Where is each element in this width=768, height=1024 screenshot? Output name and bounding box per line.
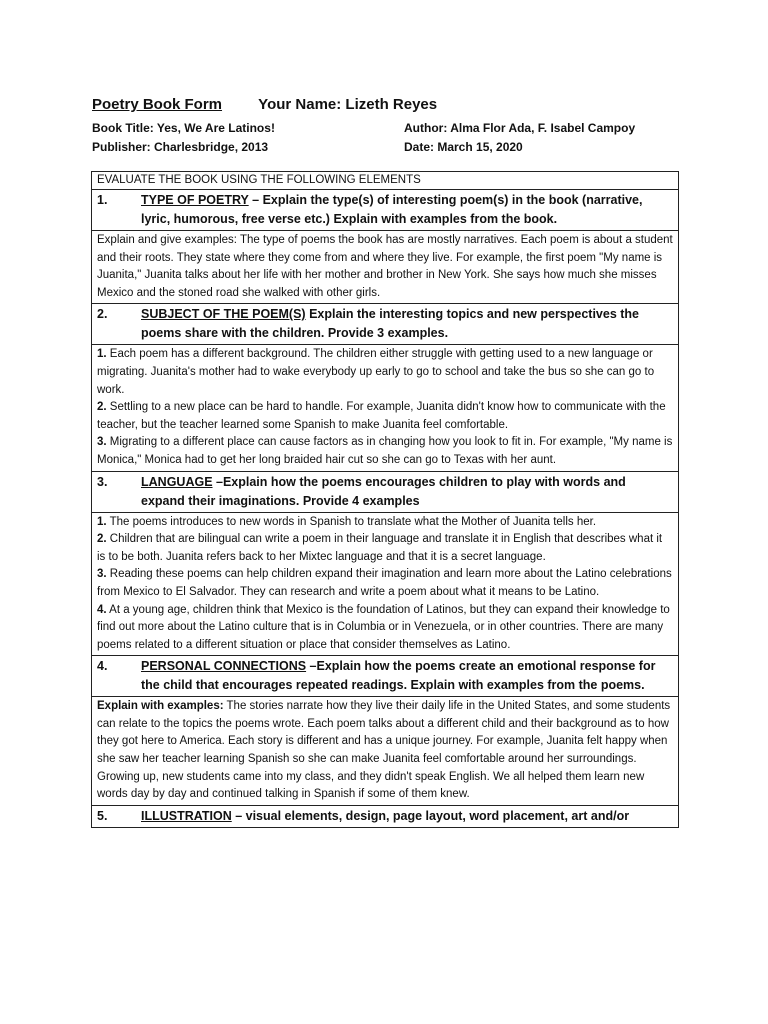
answer-text: Migrating to a different place can cause factors as in changing how you look to fit in. For example, "My name is Monica," Monica had to get her long braided hair cut so she can go to Texas with her aunt. [97, 436, 673, 466]
question-number: 3. [97, 474, 108, 489]
question-number: 1. [97, 193, 108, 207]
answer-text: The poems introduces to new words in Spanish to translate what the Mother of Juanita tells her. [106, 515, 597, 528]
form-title: Poetry Book Form [92, 96, 223, 113]
question-number: 2. [97, 307, 108, 322]
answer-row [92, 231, 679, 304]
question-row [92, 304, 679, 345]
question-text [97, 473, 673, 511]
question-prompt: Explain the interesting topics and new perspectives the poems share with the children. Provide 3 examples. [141, 307, 640, 341]
answer-lead: 1. [97, 515, 107, 528]
answer-paragraph [97, 399, 673, 434]
question-number: 4. [97, 659, 108, 674]
answer-cell [92, 345, 679, 471]
question-prompt: –Explain how the poems create an emotional response for the child that encourages repeated readings. Explain with examples from the poems. [141, 659, 656, 693]
question-cell [92, 190, 679, 231]
question-text [97, 657, 673, 695]
book-publisher: Publisher: Charlesbridge, 2013 [92, 140, 269, 154]
answer-text: Explain and give examples: The type of poems the book has are mostly narratives. Each poem is about a student and their roots. They state where they come from and where they live. For example, the first poem "My name is Juanita," Juanita talks about her life with her mother and brother in New York. She says how much she misses Mexico and the stoned road she walked with other girls. [97, 234, 673, 299]
student-name: Your Name: Lizeth Reyes [258, 96, 438, 113]
question-prompt: – visual elements, design, page layout, word placement, art and/or [231, 808, 630, 823]
question-text [97, 191, 673, 229]
evaluation-table [91, 171, 679, 828]
answer-text: Children that are bilingual can write a poem in their language and translate it in English that describes what it is to be both. Juanita refers back to her Mixtec language and that it is a secret language. [97, 533, 663, 563]
answer-lead: 1. [97, 348, 107, 361]
answer-row [92, 697, 679, 806]
answer-paragraph [97, 346, 673, 399]
question-row [92, 471, 679, 512]
answer-lead: 3. [97, 436, 107, 449]
question-number: 5. [97, 808, 108, 823]
book-title: Book Title: Yes, We Are Latinos! [92, 121, 275, 135]
answer-lead: Explain with examples: [97, 700, 224, 713]
question-row [92, 190, 679, 231]
question-text [97, 305, 673, 343]
answer-text: Settling to a new place can be hard to handle. For example, Juanita didn't know how to communicate with the teacher, but the teacher learned some Spanish to make Juanita feel comfortable. [97, 401, 666, 431]
answer-row [92, 345, 679, 471]
question-topic: PERSONAL CONNECTIONS [141, 659, 307, 674]
table-heading-row [92, 172, 679, 190]
answer-paragraph [97, 232, 673, 302]
answer-text: Each poem has a different background. The children either struggle with getting used to a new language or migrating. Juanita's mother had to wake everybody up early to go to school and take the bus so she can go to work. [97, 348, 655, 396]
answer-paragraph [97, 566, 673, 601]
answer-lead: 3. [97, 568, 107, 581]
question-cell [92, 304, 679, 345]
answer-paragraph [97, 698, 673, 804]
question-prompt: –Explain how the poems encourages children to play with words and expand their imaginations. Provide 4 examples [141, 474, 626, 508]
answer-lead: 2. [97, 533, 107, 546]
answer-lead: 2. [97, 401, 107, 414]
title-row [92, 96, 437, 113]
table-heading: EVALUATE THE BOOK USING THE FOLLOWING ELEMENTS [92, 172, 679, 190]
question-cell [92, 805, 679, 827]
answer-paragraph [97, 602, 673, 655]
answer-text: At a young age, children think that Mexico is the foundation of Latinos, but they can expand their knowledge to find out more about the Latino culture that is in Columbia or in Venezuela, or in other countries. There are many poems related to a different situation or place that consider themselves as Latino. [97, 603, 670, 651]
question-cell [92, 656, 679, 697]
question-topic: ILLUSTRATION [141, 808, 232, 823]
answer-cell [92, 231, 679, 304]
answer-text: The stories narrate how they live their daily life in the United States, and some students can relate to the topics the poems wrote. Each poem talks about a different child and their background as to how they got here to America. Each story is different and has a unique journey. For example, Juanita felt happy when she saw her teacher learning Spanish so she can make Juanita feel comfortable around her surroundings. Growing up, new students came into my class, and they didn't speak English. We all helped them learn new words day by day and continued talking in Spanish if some of them knew. [97, 700, 671, 801]
book-author: Author: Alma Flor Ada, F. Isabel Campoy [404, 121, 636, 135]
answer-cell [92, 512, 679, 656]
answer-row [92, 512, 679, 656]
question-topic: LANGUAGE [141, 474, 213, 489]
question-text [97, 807, 673, 826]
question-row [92, 805, 679, 827]
answer-lead: 4. [97, 603, 107, 616]
question-cell [92, 471, 679, 512]
question-topic: SUBJECT OF THE POEM(S) [141, 307, 306, 322]
form-date: Date: March 15, 2020 [404, 140, 523, 154]
question-prompt: – Explain the type(s) of interesting poem(s) in the book (narrative, lyric, humorous, free verse etc.) Explain with examples from the book. [141, 193, 643, 226]
answer-cell [92, 697, 679, 806]
answer-paragraph [97, 531, 673, 566]
answer-paragraph [97, 434, 673, 469]
question-row [92, 656, 679, 697]
answer-paragraph [97, 514, 673, 532]
answer-text: Reading these poems can help children expand their imagination and learn more about the Latino celebrations from Mexico to El Salvador. They can research and write a poem about what it means to be Latino. [97, 568, 672, 598]
question-topic: TYPE OF POETRY [141, 193, 249, 207]
